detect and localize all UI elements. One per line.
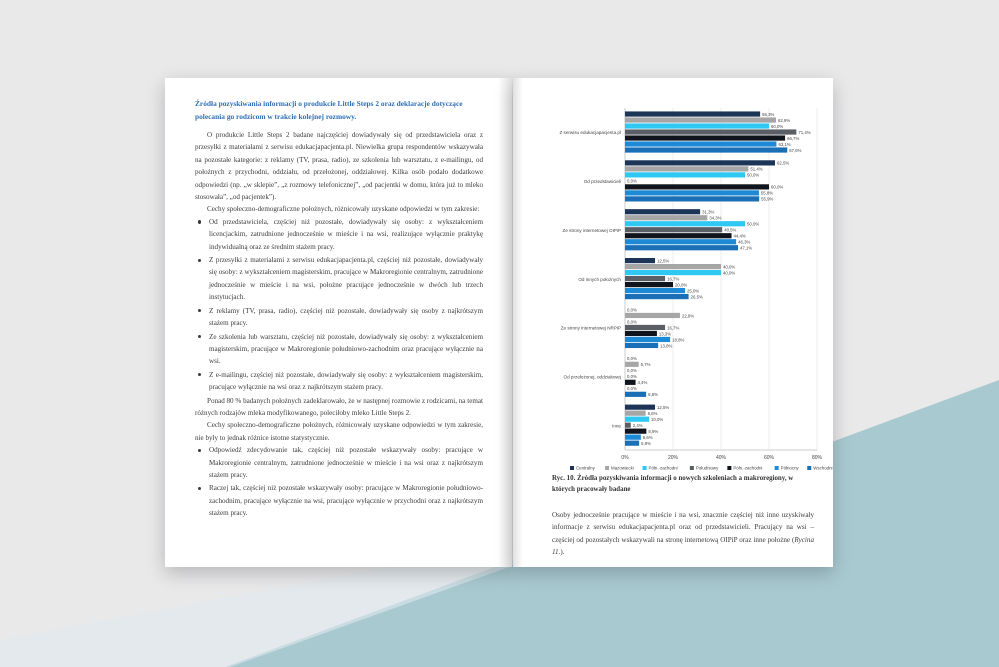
bar	[625, 258, 655, 263]
list-item: Raczej tak, częściej niż pozostałe wskazywały osoby: pracujące w Makroregionie południowo-zachodnim, pracujące wyłącznie na wsi, pracujące wyłącznie w przychodni oraz z najkrótszym stażem pracy.	[195, 482, 483, 519]
bar	[625, 392, 646, 397]
data-label: 56,3%	[762, 111, 775, 117]
data-label: 62,5%	[777, 160, 790, 166]
data-label: 16,7%	[667, 325, 680, 331]
legend-swatch	[690, 466, 694, 470]
bar	[625, 343, 658, 348]
bar	[625, 362, 639, 367]
data-label: 40,0%	[723, 270, 736, 276]
category-label: Ze strony internetowej OIPiP	[562, 227, 621, 233]
data-label: 20,0%	[675, 282, 688, 288]
legend-label: Półn.-zachodni	[733, 465, 763, 471]
bar	[625, 245, 738, 250]
data-label: 55,9%	[761, 196, 774, 202]
data-label: 44,4%	[733, 233, 746, 239]
bar	[625, 441, 639, 446]
bar	[625, 282, 673, 287]
list-item: Ze szkolenia lub warsztatu, częściej niż pozostałe, dowiadywały się osoby: z wykształceniem magisterskim, pracujące w Makroregionie południowo-zachodnim oraz pracujące wyłącznie na wsi.	[195, 331, 483, 368]
bar	[625, 160, 775, 165]
bar	[625, 141, 776, 146]
legend-label: Centralny	[576, 465, 595, 471]
category-label: Od przełożonej, oddziałowej	[563, 374, 621, 380]
bar	[625, 117, 776, 122]
bullet-list-answers	[195, 444, 483, 519]
bar-chart	[513, 78, 833, 473]
x-tick-label: 20%	[667, 455, 679, 461]
data-label: 4,4%	[637, 380, 648, 386]
data-label: 40,0%	[723, 264, 736, 270]
data-label: 6,6%	[642, 434, 653, 440]
data-label: 51,4%	[750, 166, 763, 172]
data-label: 31,3%	[702, 209, 715, 215]
x-tick-label: 80%	[811, 455, 823, 461]
legend-swatch	[775, 466, 779, 470]
bar	[625, 313, 680, 318]
bar	[625, 270, 721, 275]
data-label: 0,0%	[627, 356, 637, 362]
list-item: Z przesyłki z materiałami z serwisu edukacjapacjenta.pl, częściej niż pozostałe, dowiadywały się osoby: z wykształceniem magisterskim, pracujące w Makroregionie centralnym, zatrudnione jednocześnie w mieście i na wsi, położne pracujące jednocześnie w dwóch lub trzech instytucjach.	[195, 254, 483, 304]
bar	[625, 435, 641, 440]
text-after-reference: ).	[560, 548, 565, 557]
bar	[625, 423, 631, 428]
bar	[625, 215, 707, 220]
data-label: 2,4%	[632, 422, 643, 428]
category-label: Ze strony internetowej NRPiP	[560, 325, 621, 331]
list-item: Odpowiedź zdecydowanie tak, częściej niż pozostałe wskazywały osoby: pracujące w Makroregionie centralnym, zatrudnione jednocześnie w mieście i na wsi oraz z najkrótszym stażem pracy.	[195, 444, 483, 481]
legend-swatch	[807, 466, 811, 470]
data-label: 0,0%	[627, 374, 637, 380]
bar	[625, 190, 759, 195]
spine-shadow	[498, 78, 512, 567]
data-label: 34,3%	[709, 215, 722, 221]
data-label: 67,6%	[789, 147, 802, 153]
bar	[625, 294, 689, 299]
legend-swatch	[605, 466, 609, 470]
bar	[625, 221, 745, 226]
legend-label: Mazowiecki	[611, 465, 634, 471]
category-label: Z serwisu edukacjapacjenta.pl	[559, 130, 621, 136]
data-label: 26,5%	[690, 294, 703, 300]
legend-swatch	[643, 466, 647, 470]
text-before-reference: Osoby jednocześnie pracujące w mieście i na wsi, znacznie częściej niż inne uzyskiwały informacje z serwisu edukacjapacjenta.pl oraz od przedstawicieli. Pracujący na wsi – częściej od pozostałych wskazywali na stronę internetową OIPiP oraz inne położne (	[552, 511, 814, 544]
bar	[625, 264, 721, 269]
data-label: 0,0%	[627, 319, 637, 325]
data-label: 60,0%	[771, 123, 784, 129]
data-label: 13,3%	[658, 331, 672, 337]
bar	[625, 123, 769, 128]
bar	[625, 147, 787, 152]
data-label: 0,0%	[627, 368, 637, 374]
legend-label: Półn.-zachodni	[648, 465, 678, 471]
bar	[625, 135, 785, 140]
data-label: 22,9%	[681, 313, 695, 319]
data-label: 46,3%	[738, 239, 751, 245]
spine-shadow	[513, 78, 523, 567]
section-heading: Źródła pozyskiwania informacji o produkcie Little Steps 2 oraz deklaracje dotyczące polecania go rodzicom w trakcie kolejnej rozmowy.	[195, 99, 463, 121]
left-document-page	[165, 78, 512, 567]
data-label: 50,0%	[747, 172, 760, 178]
bar	[625, 233, 732, 238]
data-label: 0,0%	[627, 178, 637, 184]
data-label: 18,8%	[672, 337, 685, 343]
bar	[625, 380, 636, 385]
bar	[625, 209, 700, 214]
data-label: 63,1%	[778, 141, 791, 147]
legend-label: Północny	[780, 465, 799, 471]
data-label: 62,9%	[777, 117, 791, 123]
bar	[625, 196, 759, 201]
data-label: 0,0%	[627, 386, 637, 392]
data-label: 71,4%	[798, 129, 811, 135]
data-label: 66,7%	[787, 135, 800, 141]
bar	[625, 129, 796, 134]
paragraph-after-chart	[552, 509, 814, 559]
category-label: Inne	[612, 423, 621, 429]
paragraph-differences: Cechy społeczno-demograficzne położnych, różnicowały uzyskane odpowiedzi w tym zakresie, nie były to jednak różnice istotne statystycznie.	[195, 421, 483, 442]
bar	[625, 337, 670, 342]
bar	[625, 111, 760, 116]
data-label: 25,0%	[687, 288, 700, 294]
data-label: 60,0%	[771, 184, 784, 190]
data-label: 50,0%	[747, 221, 760, 227]
list-item: Z reklamy (TV, prasa, radio), częściej niż pozostałe, dowiadywały się osoby z najkrótszym stażem pracy.	[195, 305, 483, 330]
paragraph-recommendation: Ponad 80 % badanych położnych zadeklarowało, że w następnej rozmowie z rodzicami, na temat różnych rodzajów mleka modyfikowanego, poleciłoby mleko Little Steps 2.	[195, 396, 483, 417]
bar	[625, 184, 769, 189]
data-label: 8,9%	[648, 428, 659, 434]
figure-caption: Ryc. 10. Źródła pozyskiwania informacji o nowych szkoleniach a makroregiony, w których pracowały badane	[552, 475, 794, 493]
data-label: 12,5%	[657, 404, 670, 410]
figure-reference: Rycina 11.	[552, 535, 814, 557]
x-tick-label: 0%	[621, 455, 629, 461]
bar	[625, 276, 665, 281]
data-label: 5,9%	[641, 440, 651, 446]
list-item: Z e-mailingu, częściej niż pozostałe, dowiadywały się osoby: z wykształceniem magisterskim, pracujące wyłącznie na wsi oraz z najkrótszym stażem pracy.	[195, 369, 483, 394]
legend-label: Wschodni	[813, 465, 833, 471]
right-document-page	[513, 78, 833, 567]
data-label: 10,0%	[651, 416, 664, 422]
data-label: 40,5%	[724, 227, 737, 233]
data-label: 55,8%	[760, 190, 774, 196]
data-label: 47,1%	[740, 245, 753, 251]
legend-swatch	[570, 466, 574, 470]
data-label: 13,8%	[660, 343, 673, 349]
data-label: 12,5%	[657, 258, 670, 264]
bar	[625, 166, 748, 171]
data-label: 8,8%	[648, 392, 658, 398]
data-label: 8,6%	[647, 410, 658, 416]
bar	[625, 411, 646, 416]
category-label: Od innych położnych	[578, 276, 621, 282]
legend-label: Południowy	[695, 465, 719, 471]
legend-swatch	[727, 466, 731, 470]
bar	[625, 405, 655, 410]
x-tick-label: 60%	[763, 455, 775, 461]
bar	[625, 429, 646, 434]
category-label: Od przedstawicieli	[583, 179, 621, 185]
bar	[625, 325, 665, 330]
left-page-content	[195, 97, 483, 521]
bar	[625, 288, 685, 293]
list-item: Od przedstawiciela, częściej niż pozostałe, dowiadywały się osoby: z wykształceniem licencjackim, zatrudnione jednocześnie w mieście i na wsi, realizujące wyłącznie praktykę indywidualną oraz ze średnim stażem pracy.	[195, 216, 483, 253]
bar	[625, 227, 722, 232]
paragraph-demographics-intro: Cechy społeczno-demograficzne położnych, różnicowały uzyskane odpowiedzi w tym zakresie:	[207, 205, 480, 214]
paragraph-sources: O produkcie Little Steps 2 badane najczęściej dowiadywały się od przedstawiciela oraz z przesyłki z materiałami z serwisu edukacjapacjenta.pl. Niewielka grupa respondentów wskazywała na pozostałe kategorie: z reklamy (TV, prasa, radio), ze szkolenia lub warsztatu, z e-mailingu, od położnych z przychodni, oddziału, od przełożonej, oddziałowej. Kilka osób podało dodatkowe odpowiedzi (np. „w sklepie”, „z rozmowy telefonicznej”, „od pacjentki w domu, która już to mleko stosowała”, „od pacjentek”).	[195, 131, 483, 202]
data-label: 16,7%	[667, 276, 680, 282]
data-label: 0,0%	[627, 307, 637, 313]
x-tick-label: 40%	[715, 455, 727, 461]
bar	[625, 331, 657, 336]
bullet-list-sources	[195, 216, 483, 394]
bar	[625, 172, 745, 177]
bar	[625, 417, 649, 422]
data-label: 5,7%	[640, 362, 651, 368]
bar	[625, 239, 736, 244]
